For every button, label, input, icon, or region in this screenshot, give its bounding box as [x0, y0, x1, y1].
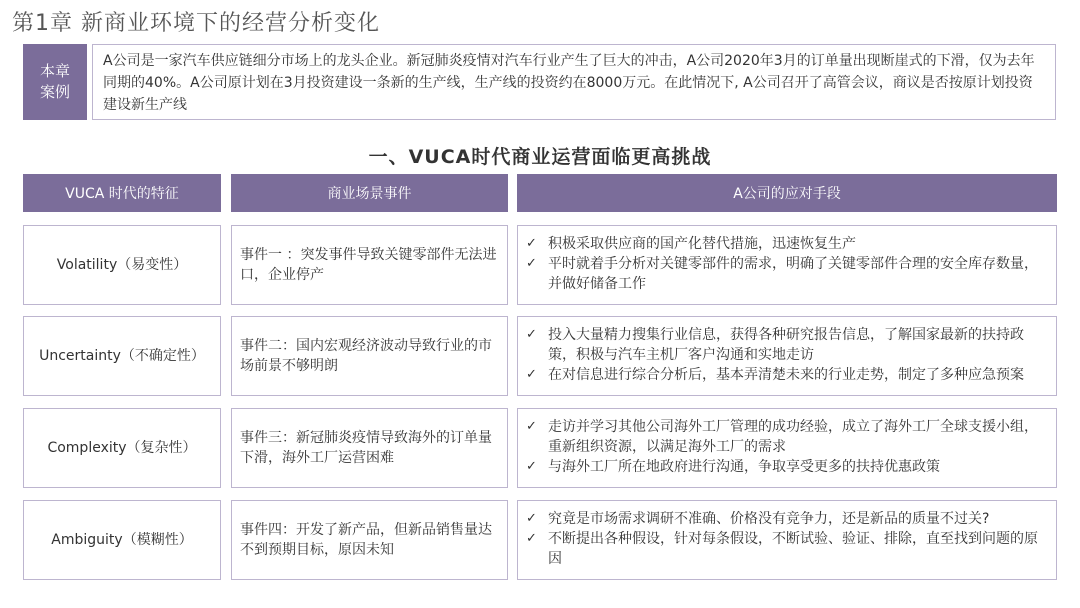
measure-item	[526, 509, 1048, 529]
event-text: 事件二：国内宏观经济波动导致行业的市场前景不够明朗	[240, 338, 492, 374]
measure-text: 投入大量精力搜集行业信息，获得各种研究报告信息，了解国家最新的扶持政策，积极与汽车主机厂客户沟通和实地走访	[548, 327, 1024, 363]
check-icon: ✓	[526, 531, 537, 546]
event-text: 事件三：新冠肺炎疫情导致海外的订单量下滑，海外工厂运营困难	[240, 430, 492, 466]
measure-item	[526, 365, 1048, 385]
measure-text: 不断提出各种假设，针对每条假设，不断试验、验证、排除，直至找到问题的原因	[548, 531, 1038, 567]
page-title: 第1章 新商业环境下的经营分析变化	[12, 11, 380, 36]
check-icon: ✓	[526, 256, 537, 271]
check-icon: ✓	[526, 511, 537, 526]
feature-cell-volatility: Volatility（易变性）	[23, 225, 221, 305]
measure-item	[526, 529, 1048, 569]
measure-text: 积极采取供应商的国产化替代措施，迅速恢复生产	[548, 236, 856, 252]
measure-cell-2	[517, 316, 1057, 396]
feature-cell-complexity: Complexity（复杂性）	[23, 408, 221, 488]
case-label	[23, 44, 87, 120]
measure-text: 与海外工厂所在地政府进行沟通，争取享受更多的扶持优惠政策	[548, 459, 940, 475]
event-cell-3	[231, 408, 508, 488]
measure-text: 走访并学习其他公司海外工厂管理的成功经验，成立了海外工厂全球支援小组，重新组织资源，以满足海外工厂的需求	[548, 419, 1038, 455]
header-vuca-feature: VUCA 时代的特征	[23, 174, 221, 212]
header-company-response: A公司的应对手段	[517, 174, 1057, 212]
measure-item	[526, 254, 1048, 294]
measure-text: 究竟是市场需求调研不准确、价格没有竞争力，还是新品的质量不过关?	[548, 511, 990, 527]
event-cell-2	[231, 316, 508, 396]
case-label-line1: 本章	[39, 62, 70, 80]
check-icon: ✓	[526, 367, 537, 382]
case-description: A公司是一家汽车供应链细分市场上的龙头企业。新冠肺炎疫情对汽车行业产生了巨大的冲击，A公司2020年3月的订单量出现断崖式的下滑，仅为去年同期的40%。A公司原计划在3月投资建设一条新的生产线，生产线的投资约在8000万元。在此情况下, A公司召开了高管会议，商议是否按原计划投资建设新生产线	[92, 44, 1056, 120]
case-label-line2: 案例	[39, 83, 70, 101]
feature-cell-uncertainty: Uncertainty（不确定性）	[23, 316, 221, 396]
measure-item	[526, 417, 1048, 457]
check-icon: ✓	[526, 236, 537, 251]
measure-text: 在对信息进行综合分析后，基本弄清楚未来的行业走势，制定了多种应急预案	[548, 367, 1024, 383]
measure-item	[526, 234, 1048, 254]
event-text: 事件四：开发了新产品，但新品销售量达不到预期目标，原因未知	[240, 522, 492, 558]
measure-item	[526, 457, 1048, 477]
measure-item	[526, 325, 1048, 365]
event-cell-1	[231, 225, 508, 305]
header-business-event: 商业场景事件	[231, 174, 508, 212]
measure-cell-1	[517, 225, 1057, 305]
event-cell-4	[231, 500, 508, 580]
event-text: 事件一 ：突发事件导致关键零部件无法进口，企业停产	[240, 247, 497, 283]
feature-cell-ambiguity: Ambiguity（模糊性）	[23, 500, 221, 580]
measure-cell-4	[517, 500, 1057, 580]
section-title: 一、VUCA时代商业运营面临更高挑战	[368, 146, 712, 168]
check-icon: ✓	[526, 327, 537, 342]
check-icon: ✓	[526, 419, 537, 434]
measure-cell-3	[517, 408, 1057, 488]
check-icon: ✓	[526, 459, 537, 474]
measure-text: 平时就着手分析对关键零部件的需求，明确了关键零部件合理的安全库存数量，并做好储备工作	[548, 256, 1038, 292]
